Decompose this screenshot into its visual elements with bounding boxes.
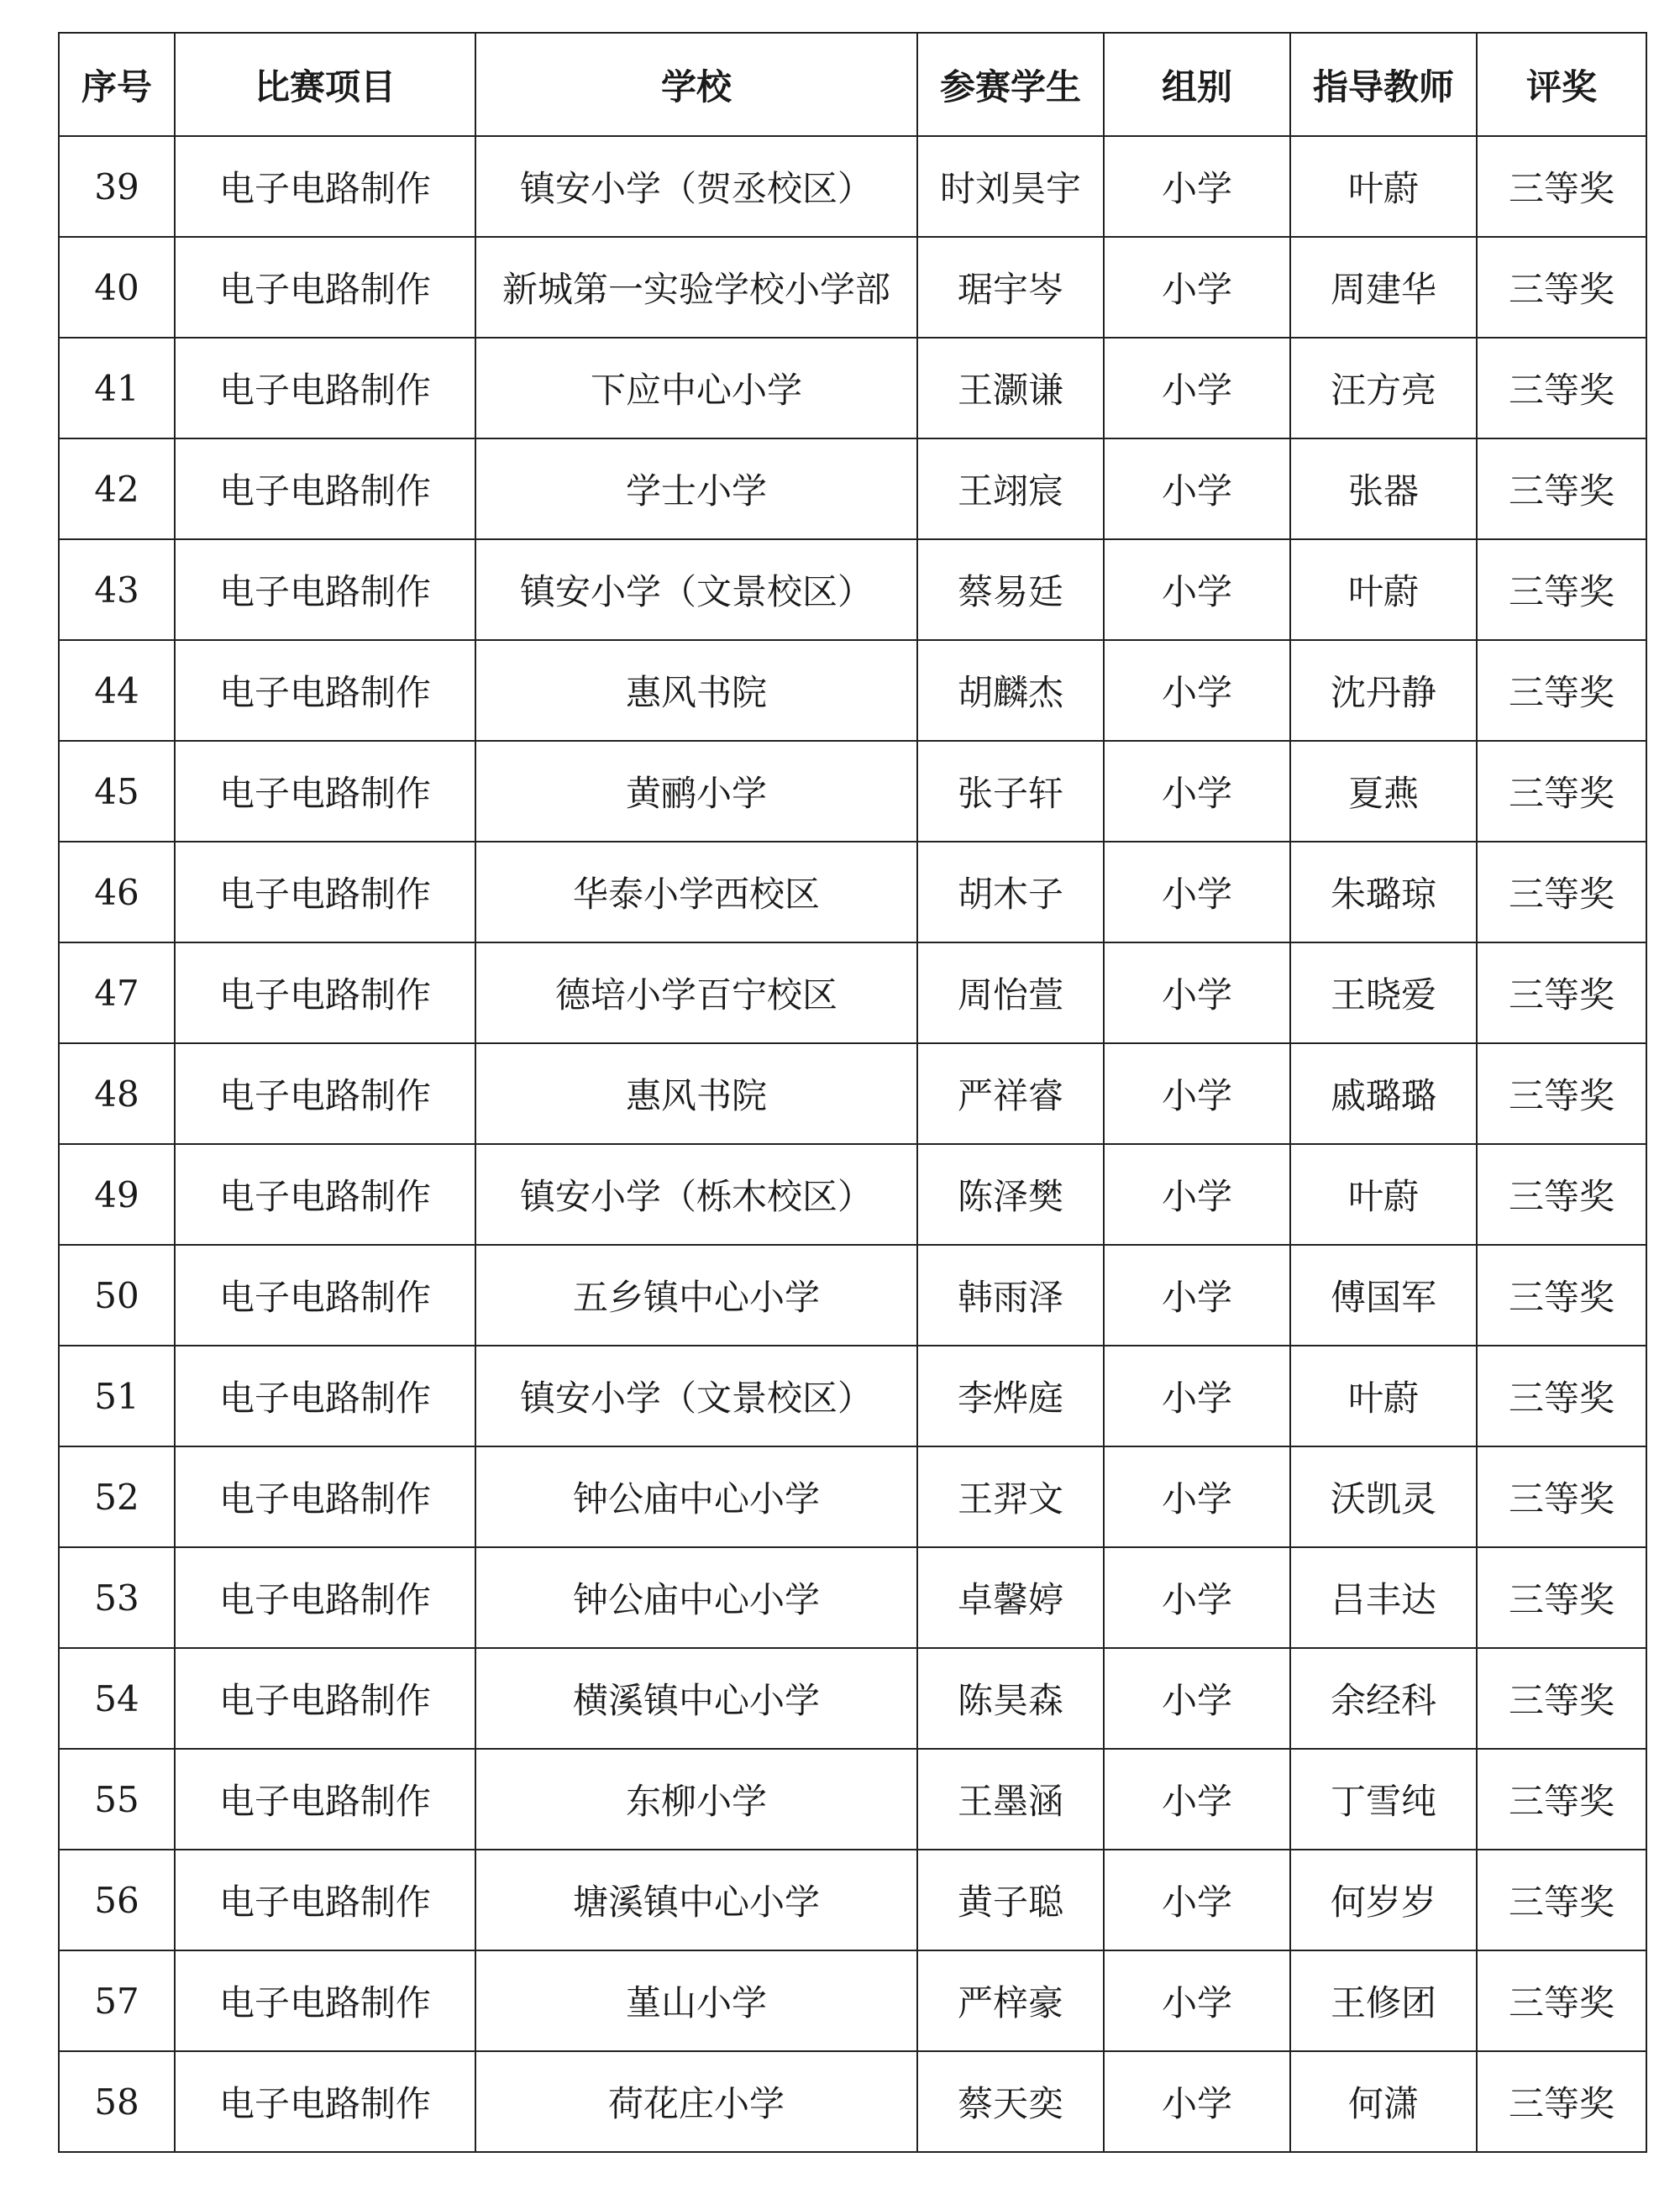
cell-school: 堇山小学 xyxy=(475,1950,917,2051)
table-row xyxy=(59,1648,1646,1749)
table-row xyxy=(59,741,1646,842)
cell-school: 德培小学百宁校区 xyxy=(475,942,917,1043)
cell-teacher: 余经科 xyxy=(1290,1648,1477,1749)
cell-award: 三等奖 xyxy=(1477,741,1646,842)
cell-group: 小学 xyxy=(1104,1043,1290,1144)
cell-group: 小学 xyxy=(1104,1850,1290,1950)
cell-school: 黄鹂小学 xyxy=(475,741,917,842)
cell-award: 三等奖 xyxy=(1477,640,1646,741)
cell-id: 50 xyxy=(59,1245,175,1346)
cell-student: 李烨庭 xyxy=(917,1346,1104,1446)
cell-teacher: 叶蔚 xyxy=(1290,539,1477,640)
cell-student: 陈昊森 xyxy=(917,1648,1104,1749)
cell-id: 44 xyxy=(59,640,175,741)
cell-id: 39 xyxy=(59,136,175,237)
cell-id: 42 xyxy=(59,438,175,539)
cell-event: 电子电路制作 xyxy=(175,1043,475,1144)
cell-teacher: 傅国军 xyxy=(1290,1245,1477,1346)
cell-group: 小学 xyxy=(1104,1346,1290,1446)
cell-award: 三等奖 xyxy=(1477,942,1646,1043)
table-row xyxy=(59,1749,1646,1850)
cell-teacher: 夏燕 xyxy=(1290,741,1477,842)
cell-event: 电子电路制作 xyxy=(175,1144,475,1245)
table-row xyxy=(59,1043,1646,1144)
cell-school: 新城第一实验学校小学部 xyxy=(475,237,917,338)
cell-event: 电子电路制作 xyxy=(175,2051,475,2152)
cell-teacher: 张器 xyxy=(1290,438,1477,539)
cell-student: 周怡萱 xyxy=(917,942,1104,1043)
cell-school: 华泰小学西校区 xyxy=(475,842,917,942)
cell-teacher: 沈丹静 xyxy=(1290,640,1477,741)
cell-award: 三等奖 xyxy=(1477,1648,1646,1749)
cell-teacher: 周建华 xyxy=(1290,237,1477,338)
cell-teacher: 王修团 xyxy=(1290,1950,1477,2051)
cell-school: 荷花庄小学 xyxy=(475,2051,917,2152)
cell-student: 严祥睿 xyxy=(917,1043,1104,1144)
cell-group: 小学 xyxy=(1104,640,1290,741)
header-award: 评奖 xyxy=(1477,33,1646,136)
cell-group: 小学 xyxy=(1104,1648,1290,1749)
cell-student: 陈泽樊 xyxy=(917,1144,1104,1245)
table-row xyxy=(59,1850,1646,1950)
cell-id: 46 xyxy=(59,842,175,942)
table-row xyxy=(59,640,1646,741)
cell-id: 52 xyxy=(59,1446,175,1547)
cell-award: 三等奖 xyxy=(1477,2051,1646,2152)
cell-id: 47 xyxy=(59,942,175,1043)
cell-id: 55 xyxy=(59,1749,175,1850)
cell-award: 三等奖 xyxy=(1477,237,1646,338)
cell-award: 三等奖 xyxy=(1477,1850,1646,1950)
cell-event: 电子电路制作 xyxy=(175,1446,475,1547)
table-row xyxy=(59,237,1646,338)
cell-school: 镇安小学（贺丞校区） xyxy=(475,136,917,237)
cell-student: 黄子聪 xyxy=(917,1850,1104,1950)
cell-student: 胡麟杰 xyxy=(917,640,1104,741)
cell-event: 电子电路制作 xyxy=(175,1547,475,1648)
cell-id: 53 xyxy=(59,1547,175,1648)
cell-school: 学士小学 xyxy=(475,438,917,539)
cell-group: 小学 xyxy=(1104,338,1290,438)
cell-teacher: 汪方亮 xyxy=(1290,338,1477,438)
cell-teacher: 王晓爱 xyxy=(1290,942,1477,1043)
cell-group: 小学 xyxy=(1104,237,1290,338)
table-row xyxy=(59,1245,1646,1346)
header-row xyxy=(59,33,1646,136)
cell-teacher: 叶蔚 xyxy=(1290,1346,1477,1446)
header-group: 组别 xyxy=(1104,33,1290,136)
cell-id: 40 xyxy=(59,237,175,338)
table-row xyxy=(59,1950,1646,2051)
cell-award: 三等奖 xyxy=(1477,1245,1646,1346)
cell-group: 小学 xyxy=(1104,438,1290,539)
cell-student: 时刘昊宇 xyxy=(917,136,1104,237)
cell-event: 电子电路制作 xyxy=(175,539,475,640)
cell-award: 三等奖 xyxy=(1477,539,1646,640)
table-row xyxy=(59,1446,1646,1547)
cell-school: 下应中心小学 xyxy=(475,338,917,438)
cell-event: 电子电路制作 xyxy=(175,1950,475,2051)
table-row xyxy=(59,1346,1646,1446)
cell-group: 小学 xyxy=(1104,1749,1290,1850)
cell-award: 三等奖 xyxy=(1477,136,1646,237)
cell-teacher: 戚璐璐 xyxy=(1290,1043,1477,1144)
header-teacher: 指导教师 xyxy=(1290,33,1477,136)
table-row xyxy=(59,942,1646,1043)
cell-teacher: 何岁岁 xyxy=(1290,1850,1477,1950)
table-row xyxy=(59,539,1646,640)
cell-teacher: 沃凯灵 xyxy=(1290,1446,1477,1547)
cell-event: 电子电路制作 xyxy=(175,1245,475,1346)
cell-event: 电子电路制作 xyxy=(175,741,475,842)
table-row xyxy=(59,2051,1646,2152)
header-school: 学校 xyxy=(475,33,917,136)
awards-table xyxy=(58,32,1647,2153)
cell-award: 三等奖 xyxy=(1477,438,1646,539)
cell-group: 小学 xyxy=(1104,1245,1290,1346)
cell-student: 琚宇岑 xyxy=(917,237,1104,338)
cell-event: 电子电路制作 xyxy=(175,942,475,1043)
table-row xyxy=(59,1144,1646,1245)
cell-school: 塘溪镇中心小学 xyxy=(475,1850,917,1950)
cell-id: 57 xyxy=(59,1950,175,2051)
cell-award: 三等奖 xyxy=(1477,842,1646,942)
cell-id: 49 xyxy=(59,1144,175,1245)
cell-student: 王翊宸 xyxy=(917,438,1104,539)
header-student: 参赛学生 xyxy=(917,33,1104,136)
cell-group: 小学 xyxy=(1104,1144,1290,1245)
cell-student: 蔡天奕 xyxy=(917,2051,1104,2152)
cell-student: 严梓豪 xyxy=(917,1950,1104,2051)
table-body xyxy=(59,136,1646,2152)
header-id: 序号 xyxy=(59,33,175,136)
cell-id: 45 xyxy=(59,741,175,842)
cell-group: 小学 xyxy=(1104,942,1290,1043)
cell-event: 电子电路制作 xyxy=(175,237,475,338)
cell-event: 电子电路制作 xyxy=(175,640,475,741)
cell-award: 三等奖 xyxy=(1477,338,1646,438)
cell-id: 51 xyxy=(59,1346,175,1446)
cell-award: 三等奖 xyxy=(1477,1144,1646,1245)
cell-student: 王灏谦 xyxy=(917,338,1104,438)
cell-school: 惠风书院 xyxy=(475,640,917,741)
cell-student: 蔡易廷 xyxy=(917,539,1104,640)
cell-award: 三等奖 xyxy=(1477,1547,1646,1648)
cell-teacher: 吕丰达 xyxy=(1290,1547,1477,1648)
cell-event: 电子电路制作 xyxy=(175,338,475,438)
cell-event: 电子电路制作 xyxy=(175,1749,475,1850)
cell-school: 镇安小学（文景校区） xyxy=(475,1346,917,1446)
cell-event: 电子电路制作 xyxy=(175,1346,475,1446)
cell-id: 43 xyxy=(59,539,175,640)
cell-award: 三等奖 xyxy=(1477,1346,1646,1446)
cell-student: 胡木子 xyxy=(917,842,1104,942)
cell-school: 五乡镇中心小学 xyxy=(475,1245,917,1346)
cell-event: 电子电路制作 xyxy=(175,438,475,539)
cell-group: 小学 xyxy=(1104,2051,1290,2152)
cell-group: 小学 xyxy=(1104,1446,1290,1547)
cell-id: 41 xyxy=(59,338,175,438)
cell-group: 小学 xyxy=(1104,136,1290,237)
cell-school: 镇安小学（文景校区） xyxy=(475,539,917,640)
cell-id: 58 xyxy=(59,2051,175,2152)
cell-student: 韩雨泽 xyxy=(917,1245,1104,1346)
table-row xyxy=(59,136,1646,237)
cell-event: 电子电路制作 xyxy=(175,1648,475,1749)
cell-id: 56 xyxy=(59,1850,175,1950)
header-event: 比赛项目 xyxy=(175,33,475,136)
cell-student: 王墨涵 xyxy=(917,1749,1104,1850)
cell-school: 东柳小学 xyxy=(475,1749,917,1850)
cell-teacher: 叶蔚 xyxy=(1290,136,1477,237)
cell-student: 张子轩 xyxy=(917,741,1104,842)
cell-id: 54 xyxy=(59,1648,175,1749)
cell-award: 三等奖 xyxy=(1477,1043,1646,1144)
cell-group: 小学 xyxy=(1104,1950,1290,2051)
cell-school: 横溪镇中心小学 xyxy=(475,1648,917,1749)
cell-group: 小学 xyxy=(1104,842,1290,942)
cell-group: 小学 xyxy=(1104,539,1290,640)
cell-award: 三等奖 xyxy=(1477,1446,1646,1547)
cell-student: 王羿文 xyxy=(917,1446,1104,1547)
cell-teacher: 朱璐琼 xyxy=(1290,842,1477,942)
table-row xyxy=(59,438,1646,539)
cell-school: 钟公庙中心小学 xyxy=(475,1547,917,1648)
cell-group: 小学 xyxy=(1104,1547,1290,1648)
cell-school: 惠风书院 xyxy=(475,1043,917,1144)
cell-school: 镇安小学（栎木校区） xyxy=(475,1144,917,1245)
cell-id: 48 xyxy=(59,1043,175,1144)
cell-teacher: 何潇 xyxy=(1290,2051,1477,2152)
cell-event: 电子电路制作 xyxy=(175,842,475,942)
cell-event: 电子电路制作 xyxy=(175,1850,475,1950)
cell-group: 小学 xyxy=(1104,741,1290,842)
table-row xyxy=(59,1547,1646,1648)
cell-school: 钟公庙中心小学 xyxy=(475,1446,917,1547)
cell-teacher: 丁雪纯 xyxy=(1290,1749,1477,1850)
cell-event: 电子电路制作 xyxy=(175,136,475,237)
table-row xyxy=(59,842,1646,942)
cell-student: 卓馨婷 xyxy=(917,1547,1104,1648)
cell-award: 三等奖 xyxy=(1477,1950,1646,2051)
table-row xyxy=(59,338,1646,438)
cell-teacher: 叶蔚 xyxy=(1290,1144,1477,1245)
cell-award: 三等奖 xyxy=(1477,1749,1646,1850)
